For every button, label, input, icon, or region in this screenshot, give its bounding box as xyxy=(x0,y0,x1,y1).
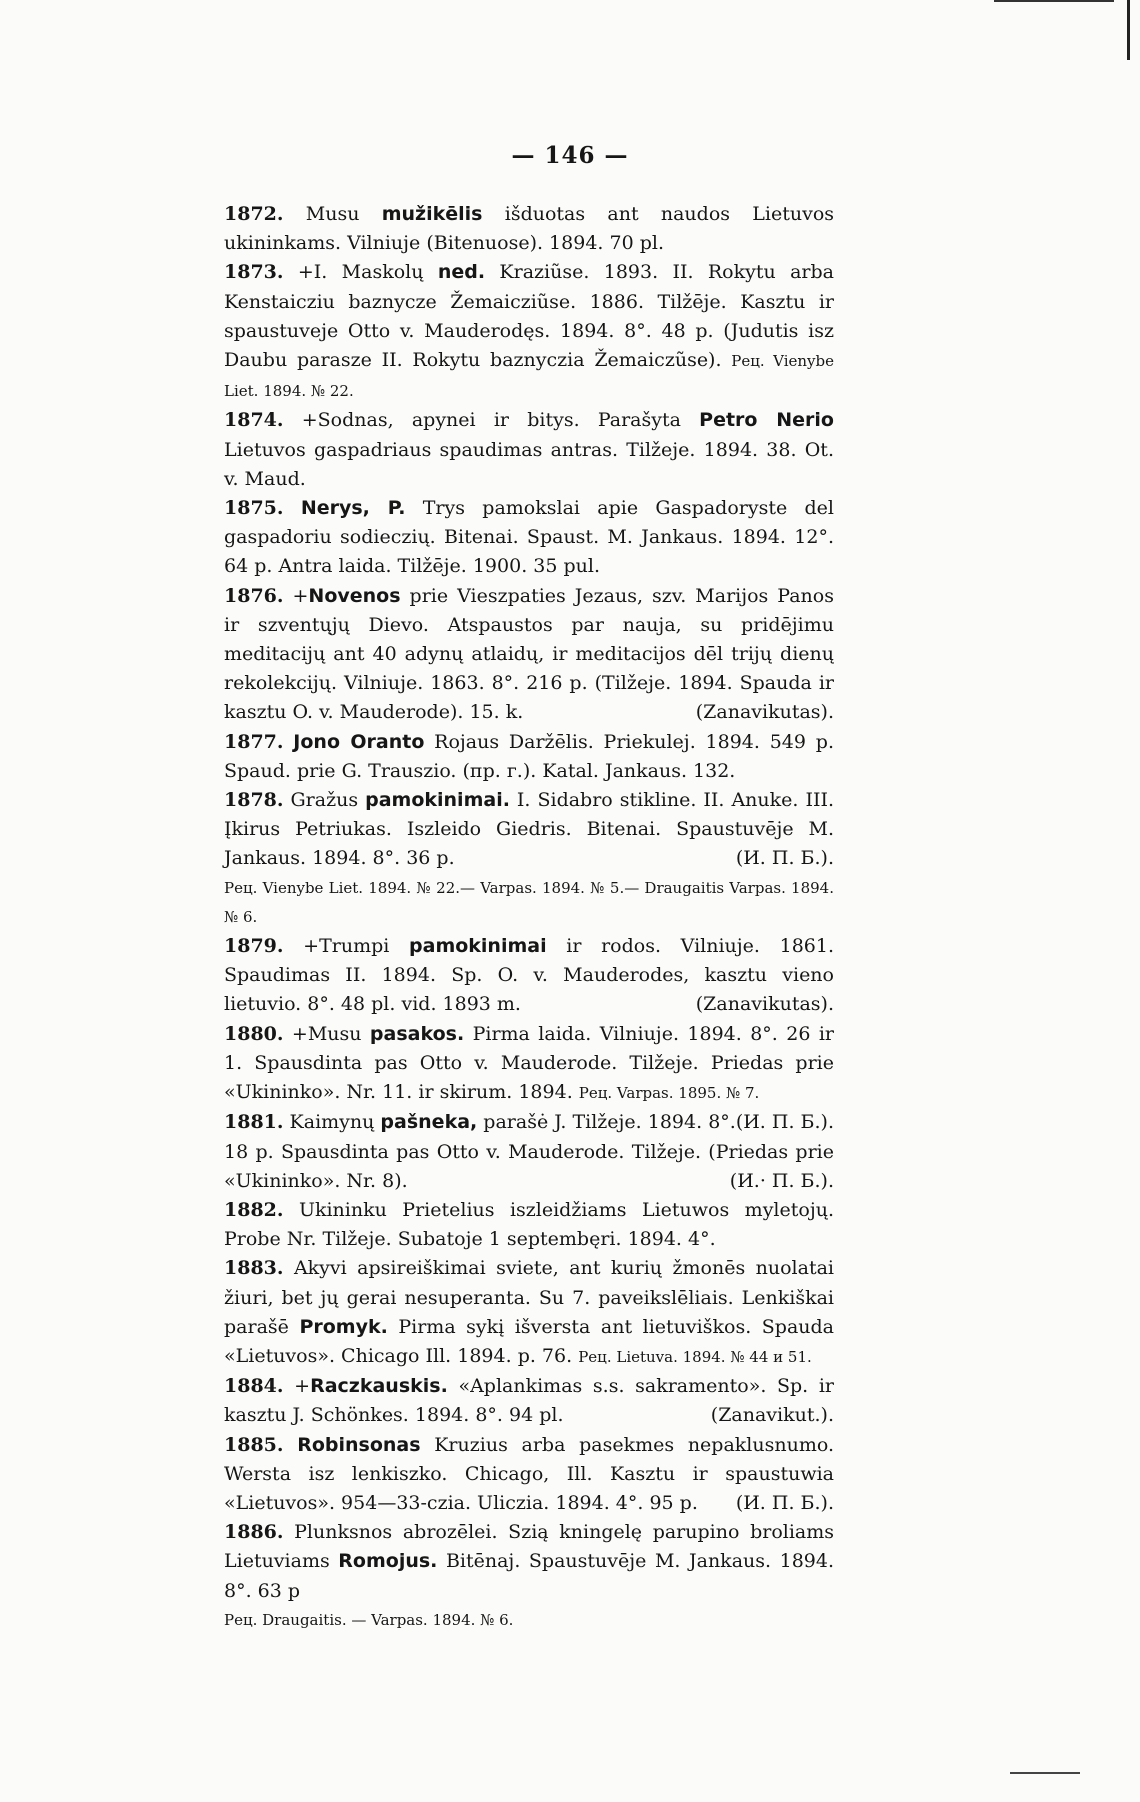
entry-text: Rojaus Daržēlis. Priekulej. 1894. 549 p. Spaud. prie G. Trauszio. (пр. г.). Katal. Jankaus. 132. xyxy=(224,730,834,782)
page-number: — 146 — xyxy=(511,142,629,169)
bibliography-entry xyxy=(224,406,834,494)
entry-number: 1879. xyxy=(224,935,284,958)
entry-text: Pirma laida. Vilniuje. 1894. 8°. 26 ir 1. Spausdinta pas Otto v. Mauderode. Tilžeje. Priedas prie «Ukininko». Nr. 11. ir skirum. 1894. xyxy=(224,1022,834,1104)
entry-number: 1874. xyxy=(224,409,284,432)
entry-text: prie Vieszpaties Jezaus, szv. Marijos Panos ir szventųjų Dievo. Atspaustos par nauja, su pridējimu meditacijų ant 40 adynų atlaidų, ir meditacijos dēl trijų dienų rekolekcijų. Vilniuje. 1863. 8°. 216 p. (Tilžeje. 1894. Spauda ir kasztu O. v. Mauderode). 15. k. xyxy=(224,584,834,724)
entry-text: + xyxy=(283,1375,311,1398)
entry-text: Kaimynų xyxy=(283,1111,381,1134)
entry-text xyxy=(284,731,294,753)
entry-title: Raczkauskis. xyxy=(310,1375,448,1398)
entry-title: pasakos. xyxy=(369,1022,465,1045)
entry-number: 1885. xyxy=(224,1433,284,1456)
entry-text: Akyvi apsireiškimai sviete, ant kurių žmonēs nuolatai žiuri, bet jų gerai nesuperanta. Su 7. paveikslēliais. Lenkiškai parašē xyxy=(224,1257,834,1338)
entry-text: išduotas ant naudos Lietuvos ukininkams. Vilniuje (Bitenuose). 1894. 70 pl. xyxy=(224,203,835,255)
entry-text: + xyxy=(283,584,309,607)
entry-text: Lietuvos gaspadriaus spaudimas antras. Tilžeje. 1894. 38. Ot. v. Maud. xyxy=(224,438,834,490)
bibliography-entry xyxy=(224,932,834,1020)
entry-number: 1886. xyxy=(224,1521,284,1544)
entry-attribution: (Zanavikut.). xyxy=(710,1404,834,1427)
entry-title: pamokinimai xyxy=(409,935,547,958)
entry-number: 1876. xyxy=(224,584,284,607)
bibliography-entry xyxy=(224,494,834,582)
entry-text: +Trumpi xyxy=(283,935,410,958)
entry-title: Petro Nerio xyxy=(699,409,834,432)
entry-text: +Sodnas, apynei ir bitys. Parašyta xyxy=(283,409,700,432)
entry-number: 1872. xyxy=(224,203,284,225)
entry-attribution: (И. П. Б.). xyxy=(735,1111,834,1134)
entry-title: Novenos xyxy=(308,584,401,607)
bibliography-entry xyxy=(224,728,834,786)
entry-attribution: (И. П. Б.). xyxy=(735,1491,834,1514)
entry-text: Musu xyxy=(283,203,382,225)
bibliography-entry xyxy=(224,582,834,728)
entry-review-line: Рец. Draugaitis. — Varpas. 1894. № 6. xyxy=(224,1610,514,1629)
entry-title: ned. xyxy=(437,261,486,284)
entry-attribution: (Zanavikutas). xyxy=(695,993,834,1016)
entry-title: pamokinimai. xyxy=(365,789,510,812)
entry-number: 1883. xyxy=(224,1257,284,1280)
entry-title: mužikēlis xyxy=(381,203,483,225)
entry-text: parašė J. Tilžeje. 1894. 8°. 18 p. Spausdinta pas Otto v. Mauderode. Tilžeje. (Priedas prie «Ukininko». Nr. 8). xyxy=(224,1111,834,1192)
entry-text: Ukininku Prietelius iszleidžiams Lietuwos myletojų. Probe Nr. Tilžeje. Subatoje 1 septembęri. 1894. 4°. xyxy=(224,1198,834,1251)
entry-text xyxy=(284,497,301,519)
entry-text: Kruzius arba pasekmes nepaklusnumo. Wersta isz lenkiszko. Chicago, Ill. Kasztu ir spaustuwia «Lietuvos». 954—33-czia. Uliczia. 1894. 4°. 95 p. xyxy=(224,1433,834,1514)
entry-text: I. Sidabro stikline. II. Anuke. III. Įkirus Petriukas. Iszleido Giedris. Bitenai. Spaustuvēje M. Jankaus. 1894. 8°. 36 p. xyxy=(224,789,835,870)
page-edge-top xyxy=(994,0,1114,2)
bibliography-entry xyxy=(224,1431,834,1519)
bibliography-entry xyxy=(224,258,834,406)
entry-number: 1881. xyxy=(224,1111,284,1134)
entry-attribution: (И. П. Б.). xyxy=(735,847,834,870)
entry-text: +I. Maskolų xyxy=(283,261,438,284)
page-foot-mark xyxy=(1010,1772,1080,1774)
entry-text: Plunksnos abrozēlei. Szią kningelę parupino broliams Lietuviams xyxy=(224,1521,834,1573)
bibliography-entry xyxy=(224,786,834,874)
entry-title: Jono Oranto xyxy=(293,730,425,753)
entry-text: Gražus xyxy=(283,789,366,812)
entry-number: 1884. xyxy=(224,1375,284,1398)
entry-title: pašneka, xyxy=(380,1111,478,1134)
entry-text: Kraziũse. 1893. II. Rokytu arba Kenstaicziu baznycze Žemaicziũse. 1886. Tilžēje. Kasztu ir spaustuveje Otto v. Mauderodęs. 1894. 8°. 48 p. (Judutis isz Daubu parasze II. Rokytu baznyczia Žemaiczũse). xyxy=(224,261,834,372)
entry-title: Romojus. xyxy=(338,1550,438,1573)
bibliography-entry xyxy=(224,200,834,258)
entry-text: Bitēnaj. Spaustuvēje M. Jankaus. 1894. 8°. 63 p xyxy=(224,1550,834,1602)
entry-title: Nerys, P. xyxy=(300,497,406,520)
entry-text: Trys pamokslai apie Gaspadoryste del gaspadoriu sodieczių. Bitenai. Spaust. M. Jankaus. 1894. 12°. 64 p. Antra laida. Tilžēje. 1900. 35 pul. xyxy=(224,497,835,578)
entry-number: 1880. xyxy=(224,1022,284,1045)
entry-review: Рец. Vienybe Liet. 1894. № 22. xyxy=(224,352,835,401)
entry-number: 1877. xyxy=(224,730,284,753)
entry-attribution: (Zanavikutas). xyxy=(695,701,834,724)
entry-text: «Aplankimas s.s. sakramento». Sp. ir kasztu J. Schönkes. 1894. 8°. 94 pl. xyxy=(224,1375,834,1427)
bibliography-entry xyxy=(224,1372,834,1430)
entry-text xyxy=(284,1434,298,1456)
bibliography-entry xyxy=(224,1518,834,1606)
entry-text: Pirma sykį išversta ant lietuviškos. Spauda «Lietuvos». Chicago Ill. 1894. p. 76. xyxy=(224,1315,834,1367)
entry-attribution: (И.· П. Б.). xyxy=(729,1169,834,1192)
bibliography-entry xyxy=(224,1254,834,1372)
entry-title: Robinsonas xyxy=(297,1433,421,1456)
entry-review: Рец. Varpas. 1895. № 7. xyxy=(578,1084,760,1103)
entry-number: 1873. xyxy=(224,261,284,284)
bibliography-entry xyxy=(224,1196,834,1254)
entry-number: 1875. xyxy=(224,497,284,520)
entry-review: Рец. Lietuva. 1894. № 44 и 51. xyxy=(578,1347,812,1366)
entry-review-line: Рец. Vienybe Liet. 1894. № 22.— Varpas. 1894. № 5.— Draugaitis Varpas. 1894. № 6. xyxy=(224,878,834,926)
entry-text: ir rodos. Vilniuje. 1861. Spaudimas II. 1894. Sp. O. v. Mauderodes, kasztu vieno lietuvio. 8°. 48 pl. vid. 1893 m. xyxy=(224,935,835,1016)
entry-text: +Musu xyxy=(283,1022,370,1045)
entry-number: 1878. xyxy=(224,789,284,812)
bibliography-text xyxy=(224,200,834,1635)
page-edge-right xyxy=(1127,0,1130,60)
entry-number: 1882. xyxy=(224,1198,284,1221)
entry-title: Promyk. xyxy=(299,1315,388,1338)
